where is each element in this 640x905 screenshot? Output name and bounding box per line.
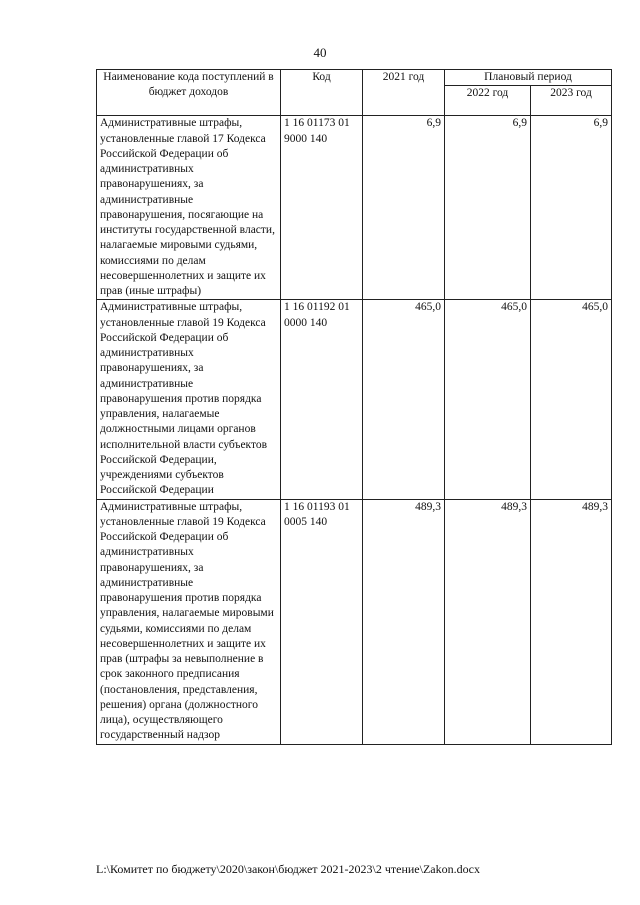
row-value-2023: 6,9: [531, 116, 612, 300]
table-row: [97, 300, 612, 499]
table-row: [97, 116, 612, 300]
row-code: 1 16 01192 01 0000 140: [281, 300, 363, 499]
row-value-2022: 465,0: [445, 300, 531, 499]
row-name: Административные штрафы, установленные главой 19 Кодекса Российской Федерации об административных правонарушениях, за административные правонарушения против порядка управления, налагаемые мировыми судьями, комиссиями по делам несовершеннолетних и защите их прав (штрафы за невыполнение в срок законного предписания (постановления, представления, решения) органа (должностного лица), осуществляющего государственный надзор: [97, 499, 281, 744]
header-name: Наименование кода поступлений в бюджет доходов: [97, 70, 281, 116]
row-name: Административные штрафы, установленные главой 17 Кодекса Российской Федерации об административных правонарушениях, за административные правонарушения, посягающие на институты государственной власти, налагаемые мировыми судьями, комиссиями по делам несовершеннолетних и защите их прав (иные штрафы): [97, 116, 281, 300]
header-planned-period: Плановый период: [445, 70, 612, 86]
header-year-2022: 2022 год: [445, 86, 531, 116]
budget-revenue-table: [96, 69, 612, 745]
table-row: [97, 499, 612, 744]
row-value-2021: 489,3: [363, 499, 445, 744]
row-code: 1 16 01193 01 0005 140: [281, 499, 363, 744]
header-year-2021: 2021 год: [363, 70, 445, 116]
header-code: Код: [281, 70, 363, 116]
row-value-2021: 6,9: [363, 116, 445, 300]
footer-file-path: L:\Комитет по бюджету\2020\закон\бюджет 2021-2023\2 чтение\Zakon.docx: [96, 862, 480, 876]
row-value-2023: 465,0: [531, 300, 612, 499]
row-value-2023: 489,3: [531, 499, 612, 744]
row-name: Административные штрафы, установленные главой 19 Кодекса Российской Федерации об административных правонарушениях, за административные правонарушения против порядка управления, налагаемые должностными лицами органов исполнительной власти субъектов Российской Федерации, учреждениями субъектов Российской Федерации: [97, 300, 281, 499]
row-value-2021: 465,0: [363, 300, 445, 499]
row-value-2022: 489,3: [445, 499, 531, 744]
row-value-2022: 6,9: [445, 116, 531, 300]
page-number: 40: [313, 45, 327, 60]
row-code: 1 16 01173 01 9000 140: [281, 116, 363, 300]
header-year-2023: 2023 год: [531, 86, 612, 116]
